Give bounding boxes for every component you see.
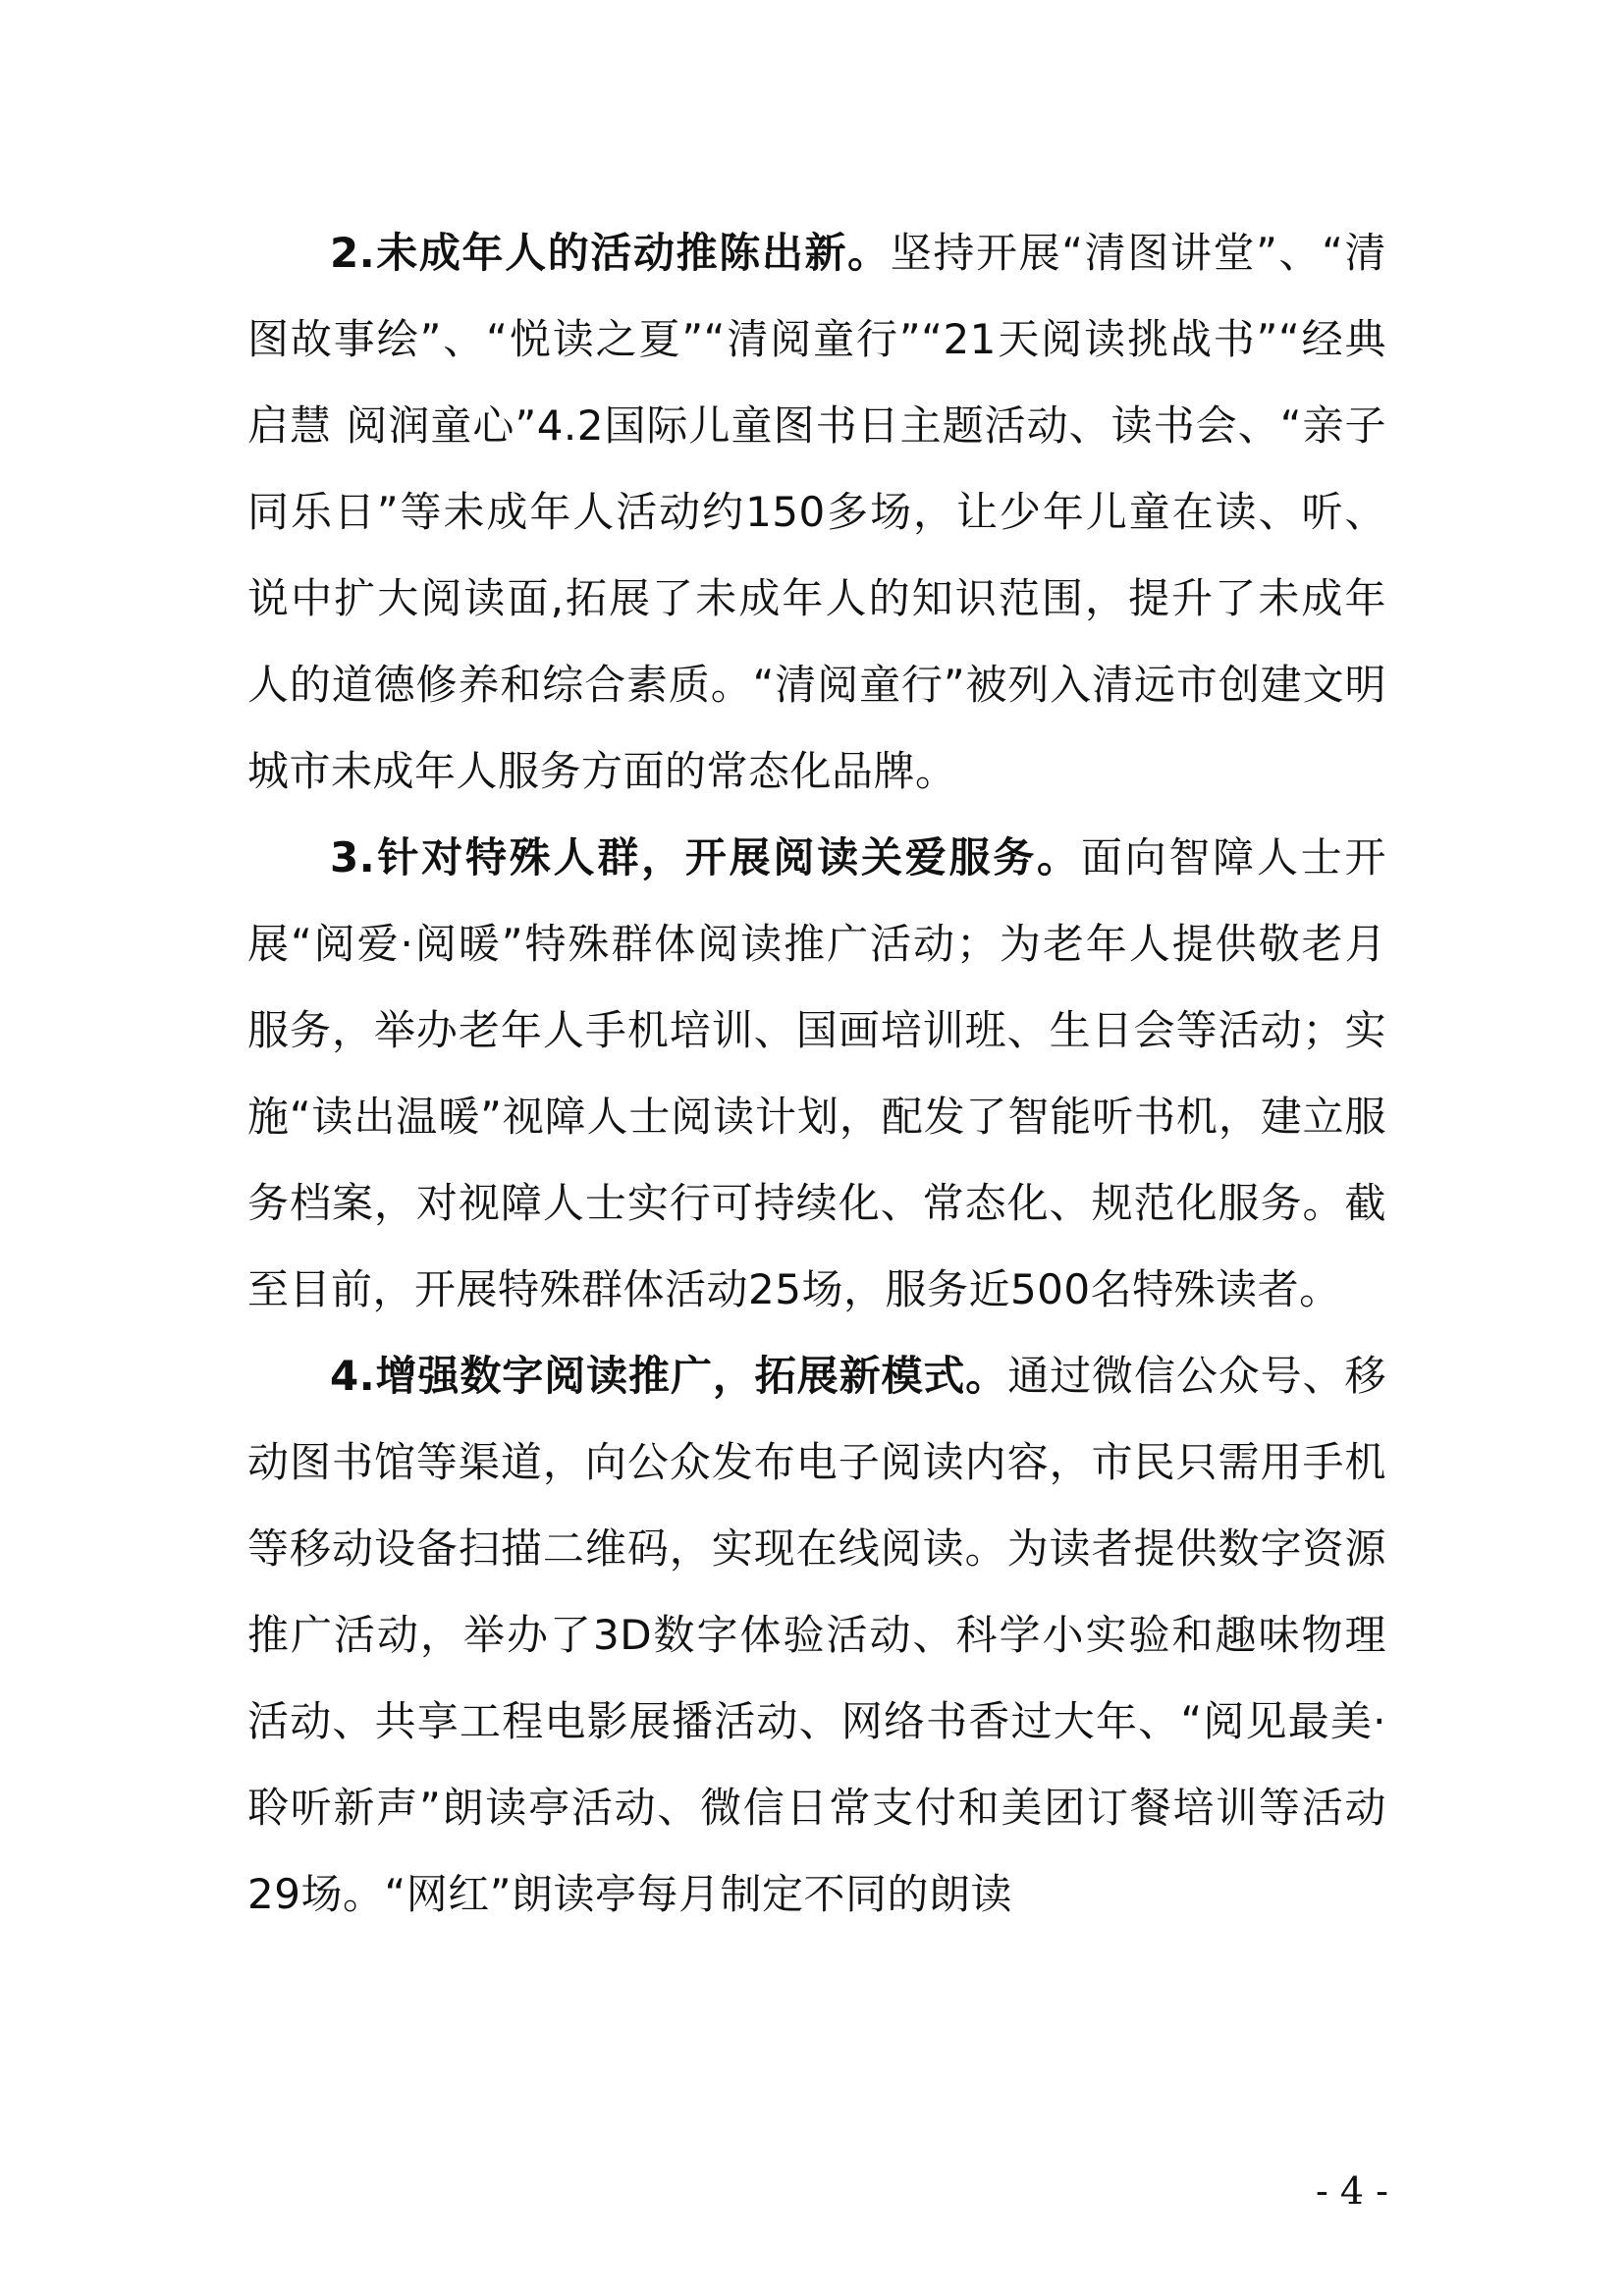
paragraph-heading: 3.针对特殊人群，开展阅读关爱服务。 (330, 833, 1081, 881)
paragraph-body: 面向智障人士开展“阅爱·阅暖”特殊群体阅读推广活动；为老年人提供敬老月服务，举办老年人手机培训、国画培训班、生日会等活动；实施“读出温暖”视障人士阅读计划，配发了智能听书机，建立服务档案，对视障人士实行可持续化、常态化、规范化服务。截至目前，开展特殊群体活动25场，服务近500名特殊读者。 (247, 833, 1386, 1313)
paragraph-body: 通过微信公众号、移动图书馆等渠道，向公众发布电子阅读内容，市民只需用手机等移动设备扫描二维码，实现在线阅读。为读者提供数字资源推广活动，举办了3D数字体验活动、科学小实验和趣味物理活动、共享工程电影展播活动、网络书香过大年、“阅见最美·聆听新声”朗读亭活动、微信日常支付和美团订餐培训等活动29场。“网红”朗读亭每月制定不同的朗读 (247, 1352, 1386, 1918)
paragraph-heading: 2.未成年人的活动推陈出新。 (330, 229, 891, 277)
page-number: - 4 - (1316, 2169, 1389, 2213)
paragraph-body: 坚持开展“清图讲堂”、“清图故事绘”、“悦读之夏”“清阅童行”“21天阅读挑战书”“经典启慧 阅润童心”4.2国际儿童图书日主题活动、读书会、“亲子同乐日”等未成年人活动约150多场，让少年儿童在读、听、说中扩大阅读面,拓展了未成年人的知识范围，提升了未成年人的道德修养和综合素质。“清阅童行”被列入清远市创建文明城市未成年人服务方面的常态化品牌。 (247, 229, 1386, 795)
paragraph-heading: 4.增强数字阅读推广，拓展新模式。 (330, 1352, 1008, 1400)
paragraph-special-groups (247, 815, 1386, 1333)
paragraph-minors-activities (247, 210, 1386, 815)
paragraph-digital-reading (247, 1333, 1386, 1938)
body-text (247, 210, 1386, 1938)
